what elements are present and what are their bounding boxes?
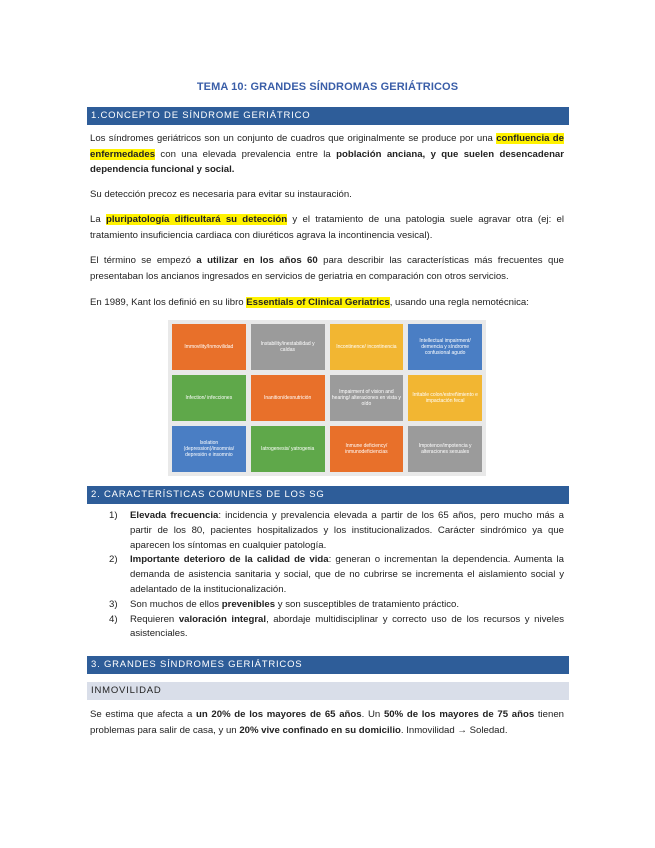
text: y el tratamiento de una patologia suele agravar otra (ej: el tratamiento insuficiencia cardiaca con diuréticos agrava la incontinencia vesical). xyxy=(90,214,564,241)
list-item xyxy=(90,598,564,613)
section-header-concepto: 1.CONCEPTO DE SÍNDROME GERIÁTRICO xyxy=(87,107,569,125)
text: , usando una regla nemotécnica: xyxy=(389,297,529,308)
paragraph-historia xyxy=(90,253,564,284)
mnemonic-cell: Incontinence/ incontinencia xyxy=(330,324,404,370)
subsection-header-inmovilidad: INMOVILIDAD xyxy=(87,682,569,700)
list-item xyxy=(90,509,564,553)
text: para describir las características más frecuentes que presentaban los ancianos ingresados en servicios de geriatria en comparación con otros servicios. xyxy=(90,255,564,282)
text: Requieren xyxy=(130,613,179,625)
mnemonic-cell: Isolation (depression)/insomnia/ depresión e insomnio xyxy=(172,426,246,472)
text: con una elevada prevalencia entre la xyxy=(155,148,337,160)
mnemonic-figure xyxy=(168,320,486,476)
list-number: 4) xyxy=(109,613,118,625)
mnemonic-cell: Inanition/desnutrición xyxy=(251,375,325,421)
mnemonic-cell: Iatrogenesis/ yatrogenia xyxy=(251,426,325,472)
highlight: Essentials of Clinical Geriatrics xyxy=(246,297,390,308)
text: , abordaje multidisciplinar y correcto uso de los recursos y niveles asistenciales. xyxy=(130,613,564,640)
section-header-grandes-sindromes: 3. GRANDES SÍNDROMES GERIÁTRICOS xyxy=(87,656,569,674)
text: . Inmovilidad → Soledad. xyxy=(400,724,508,736)
text: tienen problemas para salir de casa, y un xyxy=(90,709,564,736)
mnemonic-cell: Immovility/Inmovilidad xyxy=(172,324,246,370)
text: La xyxy=(90,214,106,225)
paragraph-deteccion: Su detección precoz es necesaria para evitar su instauración. xyxy=(90,189,352,200)
list-item xyxy=(90,613,564,643)
bold-text: 20% vive confinado en su domicilio xyxy=(239,724,401,736)
page-title: TEMA 10: GRANDES SÍNDROMAS GERIÁTRICOS xyxy=(196,81,459,93)
text: . Un xyxy=(361,709,384,720)
mnemonic-cell: Inmune deficiency/ inmunodeficiencias xyxy=(330,426,404,472)
bold-text: Importante deterioro de la calidad de vida xyxy=(130,554,329,566)
section-header-caracteristicas: 2. CARACTERÍSTICAS COMUNES DE LOS SG xyxy=(87,486,569,504)
list-number: 3) xyxy=(109,598,118,610)
mnemonic-cell: Infection/ infecciones xyxy=(172,375,246,421)
text: : generan o incrementan la dependencia. Aumenta la demanda de asistencia sanitaria y social, que de no cubrirse se incrementa el aislamiento social y adelantado de la institucionalización. xyxy=(130,554,565,595)
mnemonic-cell: Impairment of vision and hearing/ alteraciones en vista y oído xyxy=(330,375,404,421)
mnemonic-cell: Impotence/impotencia y alteraciones sexuales xyxy=(408,426,482,472)
list-item xyxy=(90,553,564,597)
list-number: 1) xyxy=(109,510,118,521)
mnemonic-cell: Instability/inestabilidad y caídas xyxy=(251,324,325,370)
bold-text: a utilizar en los años 60 xyxy=(196,255,318,266)
characteristics-list xyxy=(90,509,564,642)
text: y son susceptibles de tratamiento práctico. xyxy=(275,598,460,610)
bold-text: un 20% de los mayores de 65 años xyxy=(195,709,362,720)
highlight: pluripatología dificultará su detección xyxy=(105,214,288,225)
mnemonic-cell: Irritable colon/estreñimiento e impactación fecal xyxy=(408,375,482,421)
text: El término se empezó xyxy=(90,255,197,266)
text: : incidencia y prevalencia elevada a partir de los 65 años, pero mucho más a partir de los 80, pacientes hospitalizados y los institucionalizados. Carácter sindrómico ya que aparecen los síntomas en cualquier patología. xyxy=(130,510,564,551)
paragraph-inmovilidad xyxy=(90,707,564,738)
bold-text: población anciana, y que suelen desencadenar dependencia funcional y social. xyxy=(90,148,564,175)
mnemonic-cell: Intellectual impairment/ demencia y síndrome confusional agudo xyxy=(408,324,482,370)
highlight: confluencia de enfermedades xyxy=(90,133,564,160)
text: En 1989, Kant los definió en su libro xyxy=(90,297,247,308)
text: Son muchos de ellos xyxy=(130,598,222,610)
bold-text: prevenibles xyxy=(221,598,276,610)
bold-text: valoración integral xyxy=(178,613,267,625)
paragraph-pluripatologia xyxy=(90,212,564,243)
paragraph-definicion xyxy=(90,131,564,178)
list-number: 2) xyxy=(109,554,118,566)
text: Se estima que afecta a xyxy=(90,709,196,720)
bold-text: 50% de los mayores de 75 años xyxy=(383,709,535,720)
text: Los síndromes geriátricos son un conjunto de cuadros que originalmente se produce por una xyxy=(90,133,497,144)
bold-text: Elevada frecuencia xyxy=(130,510,219,521)
paragraph-kant xyxy=(90,295,564,311)
